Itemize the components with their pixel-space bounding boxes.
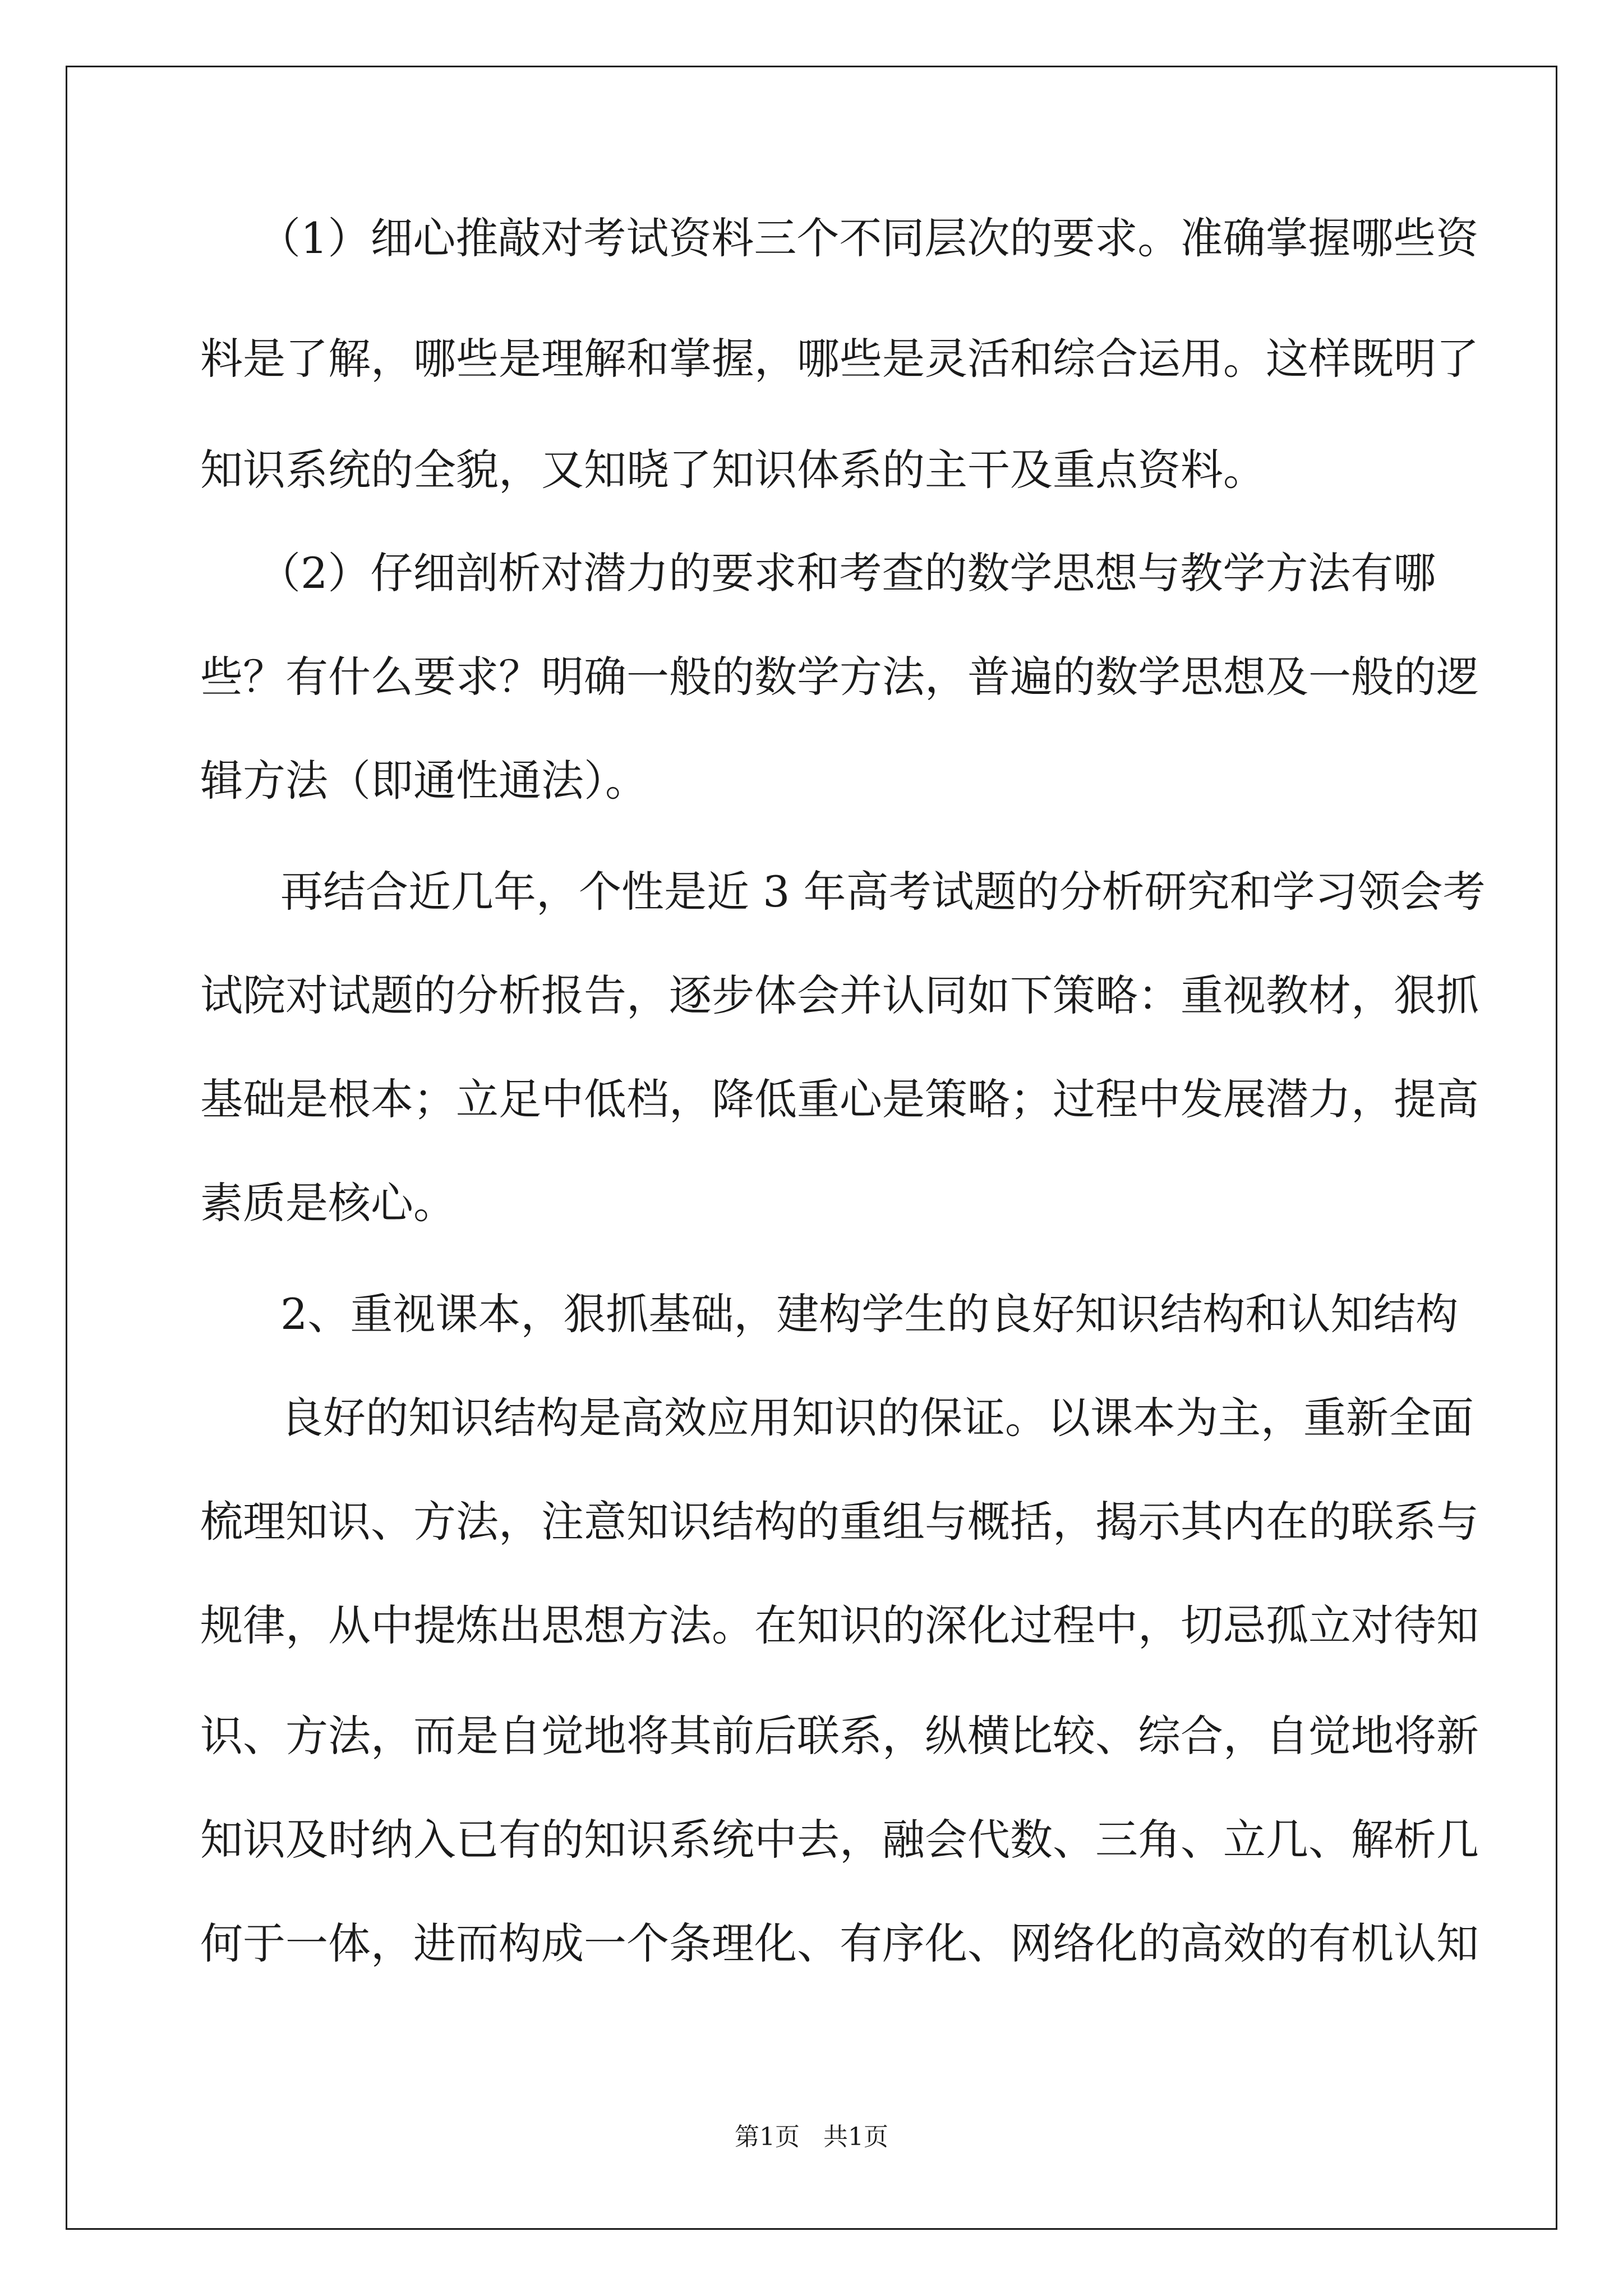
text-line: 识、方法，而是自觉地将其前后联系，纵横比较、综合，自觉地将新 xyxy=(200,1711,1479,1761)
page-footer: 第1页 共1页 xyxy=(735,2123,888,2151)
text-line: （2）仔细剖析对潜力的要求和考查的数学思想与教学方法有哪 xyxy=(258,548,1436,598)
text-line: 料是了解，哪些是理解和掌握，哪些是灵活和综合运用。这样既明了 xyxy=(200,334,1479,384)
text-line: 些？有什么要求？明确一般的数学方法，普遍的数学思想及一般的逻 xyxy=(200,652,1479,702)
text-line: 辑方法（即通性通法）。 xyxy=(200,756,648,806)
text-line: 规律，从中提炼出思想方法。在知识的深化过程中，切忌孤立对待知 xyxy=(200,1600,1479,1650)
text-line: 良好的知识结构是高效应用知识的保证。以课本为主，重新全面 xyxy=(280,1393,1474,1443)
text-line: 基础是根本；立足中低档，降低重心是策略；过程中发展潜力，提高 xyxy=(200,1074,1479,1124)
text-line: 试院对试题的分析报告，逐步体会并认同如下策略：重视教材，狠抓 xyxy=(200,970,1479,1020)
text-line: 梳理知识、方法，注意知识结构的重组与概括，揭示其内在的联系与 xyxy=(200,1497,1479,1547)
text-line: 知识系统的全貌，又知晓了知识体系的主干及重点资料。 xyxy=(200,445,1266,495)
section-heading: 2、重视课本，狠抓基础，建构学生的良好知识结构和认知结构 xyxy=(280,1289,1459,1339)
text-line: 再结合近几年，个性是近 3 年高考试题的分析研究和学习领会考 xyxy=(280,867,1486,917)
text-line: 素质是核心。 xyxy=(200,1178,456,1228)
text-line: （1）细心推敲对考试资料三个不同层次的要求。准确掌握哪些资 xyxy=(258,213,1479,263)
text-line: 知识及时纳入已有的知识系统中去，融会代数、三角、立几、解析几 xyxy=(200,1815,1479,1865)
text-line: 何于一体，进而构成一个条理化、有序化、网络化的高效的有机认知 xyxy=(200,1918,1479,1968)
page-border xyxy=(66,66,1557,2230)
